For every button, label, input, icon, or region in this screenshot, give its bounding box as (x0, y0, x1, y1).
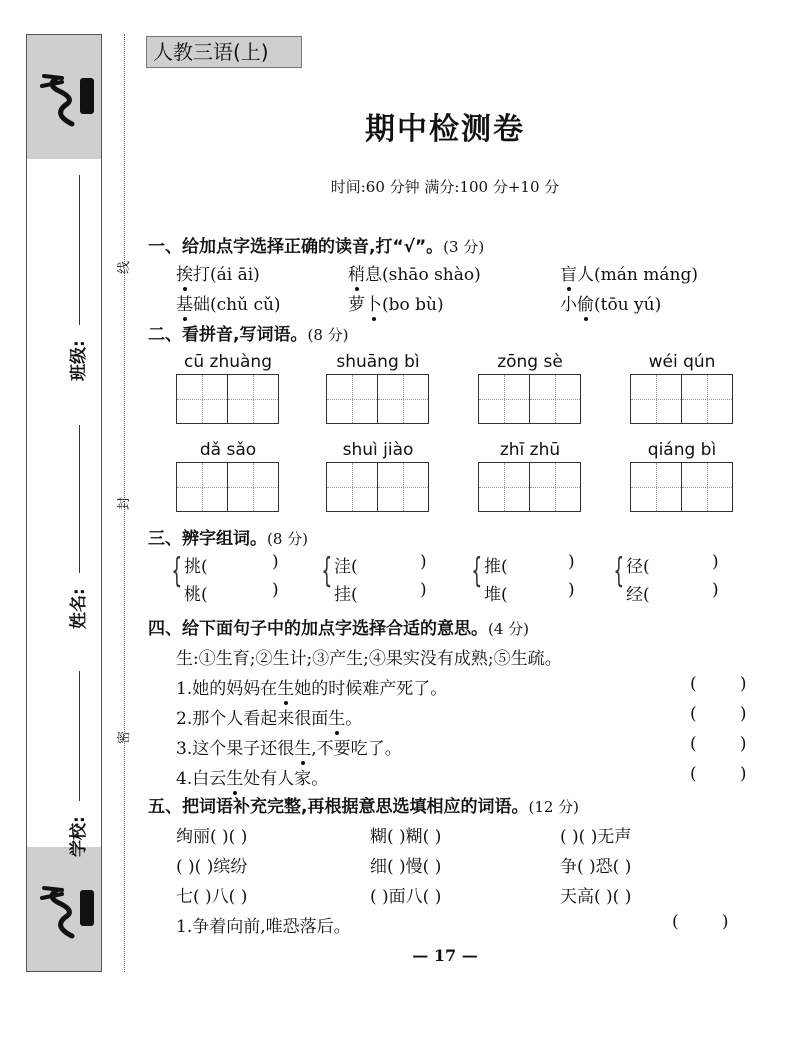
pinyin-label: dǎ sǎo (199, 440, 257, 460)
idiom-blank[interactable]: 细( )慢( ) (370, 857, 442, 877)
pinyin-label: zōng sè (497, 352, 563, 372)
s1-item-6: 小偷(tōu yú) (560, 295, 662, 315)
s5-question-1: 1.争着向前,唯恐落后。 (176, 917, 351, 937)
answer-blank[interactable]: ( ) (690, 734, 747, 754)
writing-box[interactable] (529, 462, 581, 512)
page-number: — 17 — (412, 946, 478, 965)
pair-1-bottom-close: ) (272, 580, 279, 600)
cut-label-seal: 封 (117, 496, 133, 511)
pair-2-top-close: ) (420, 552, 427, 572)
idiom-blank[interactable]: 糊( )糊( ) (370, 827, 442, 847)
writing-box[interactable] (681, 462, 733, 512)
idiom-blank[interactable]: 争( )恐( ) (560, 857, 632, 877)
section3-heading: 三、辨字组词。(8 分) (148, 529, 309, 549)
pair-4-bottom: 经( (626, 585, 650, 605)
idiom-blank[interactable]: ( )( )无声 (560, 827, 632, 847)
school-fill-line (79, 671, 80, 801)
pair-3-top: 推( (484, 557, 508, 577)
meanings-list: 生:①生育;②生计;③产生;④果实没有成熟;⑤生疏。 (176, 649, 562, 669)
writing-box[interactable] (176, 374, 228, 424)
idiom-blank[interactable]: ( )面八( ) (370, 887, 442, 907)
writing-box[interactable] (529, 374, 581, 424)
writing-box[interactable] (630, 462, 682, 512)
pair-4-bottom-close: ) (712, 580, 719, 600)
page-title: 期中检测卷 (365, 112, 525, 147)
pinyin-label: wéi qún (648, 352, 716, 372)
class-fill-line (79, 175, 80, 325)
pair-4-top-close: ) (712, 552, 719, 572)
s4-sentence-2: 2.那个人看起来很面生。 (176, 709, 363, 729)
writing-box[interactable] (326, 462, 378, 512)
pinyin-label: cū zhuàng (184, 352, 272, 372)
class-label: 班级: (69, 340, 89, 381)
idiom-blank[interactable]: 七( )八( ) (176, 887, 248, 907)
section5-heading: 五、把词语补充完整,再根据意思选填相应的词语。(12 分) (148, 797, 580, 817)
writing-box[interactable] (681, 374, 733, 424)
exam-info: 时间:60 分钟 满分:100 分+10 分 (330, 178, 560, 196)
writing-box[interactable] (478, 462, 530, 512)
s1-item-4: 基础(chǔ cǔ) (176, 295, 281, 315)
writing-box[interactable] (478, 374, 530, 424)
pair-2-bottom-close: ) (420, 580, 427, 600)
brace: { (321, 551, 333, 591)
answer-blank[interactable]: ( ) (672, 912, 729, 932)
idiom-blank[interactable]: ( )( )缤纷 (176, 857, 248, 877)
pinyin-label: shuāng bì (336, 352, 420, 372)
s4-sentence-4: 4.白云生处有人家。 (176, 769, 329, 789)
idiom-blank[interactable]: 天高( )( ) (560, 887, 632, 907)
s1-item-1: 挨打(ái āi) (176, 265, 260, 285)
name-label: 姓名: (69, 588, 89, 629)
pinyin-label: shuì jiào (342, 440, 414, 460)
writing-box[interactable] (377, 462, 429, 512)
idiom-blank[interactable]: 绚丽( )( ) (176, 827, 248, 847)
cut-label-line: 线 (117, 260, 133, 275)
cut-label-secret: 密 (117, 730, 133, 745)
pinyin-label: qiáng bì (647, 440, 717, 460)
pair-1-top-close: ) (272, 552, 279, 572)
writing-box[interactable] (326, 374, 378, 424)
pair-4-top: 径( (626, 557, 650, 577)
s1-item-5: 萝卜(bo bù) (348, 295, 444, 315)
brace: { (471, 551, 483, 591)
answer-blank[interactable]: ( ) (690, 674, 747, 694)
answer-blank[interactable]: ( ) (690, 704, 747, 724)
section1-heading: 一、给加点字选择正确的读音,打“√”。(3 分) (148, 237, 485, 257)
pair-3-bottom-close: ) (568, 580, 575, 600)
pair-3-bottom: 堆( (484, 585, 508, 605)
writing-box[interactable] (227, 462, 279, 512)
pair-2-bottom: 挂( (334, 585, 358, 605)
pair-1-top: 挑( (184, 557, 208, 577)
writing-box[interactable] (176, 462, 228, 512)
name-fill-line (79, 425, 80, 573)
writing-box[interactable] (377, 374, 429, 424)
s4-sentence-1: 1.她的妈妈在生她的时候难产死了。 (176, 679, 448, 699)
pair-3-top-close: ) (568, 552, 575, 572)
school-label: 学校: (69, 816, 89, 857)
answer-blank[interactable]: ( ) (690, 764, 747, 784)
section2-heading: 二、看拼音,写词语。(8 分) (148, 325, 349, 345)
pair-2-top: 洼( (334, 557, 358, 577)
writing-box[interactable] (630, 374, 682, 424)
pinyin-label: zhī zhū (499, 440, 561, 460)
series-badge: 人教三语(上) (146, 36, 302, 68)
s1-item-3: 盲人(mán máng) (560, 265, 698, 285)
s4-sentence-3: 3.这个果子还很生,不要吃了。 (176, 739, 402, 759)
binding-strip (26, 34, 102, 972)
pair-1-bottom: 桃( (184, 585, 208, 605)
brace: { (171, 551, 183, 591)
writing-box[interactable] (227, 374, 279, 424)
section4-heading: 四、给下面句子中的加点字选择合适的意思。(4 分) (148, 619, 530, 639)
s1-item-2: 稍息(shāo shào) (348, 265, 481, 285)
brace: { (613, 551, 625, 591)
